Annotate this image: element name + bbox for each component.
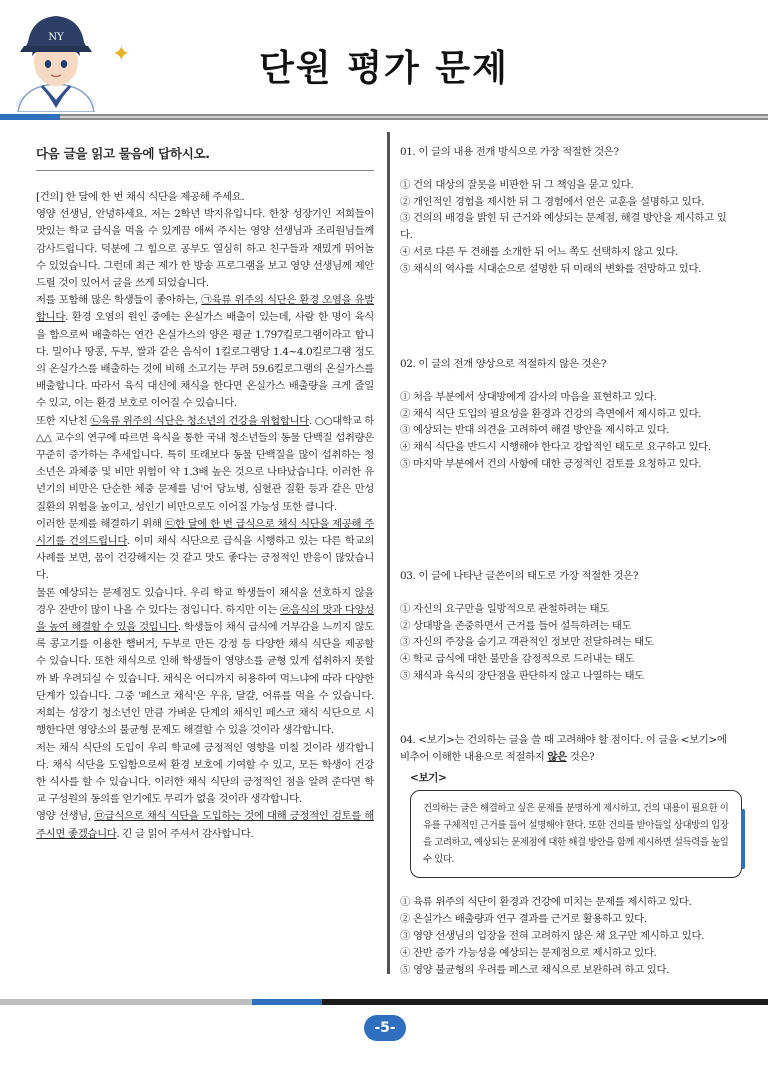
page-number: -5- — [364, 1015, 406, 1041]
question-01 — [400, 144, 738, 278]
sparkle-icon: ✦ — [112, 42, 131, 67]
column-divider — [387, 132, 390, 974]
passage-paragraph — [36, 808, 374, 842]
passage-segment: . 학생들이 채식 급식에 거부감을 느끼지 않도록 콩고기를 이용한 햄버거, 두부로 만든 강정 등 다양한 채식 식단을 제공할 수 있습니다. 또한 채식으로 인해 학생들이 영양소를 균형 있게 섭취하지 못할까 봐 우려되실 수 있습니다. 채식은 어디까지 허용하여 먹느냐에 따라 다양한 단계가 있습니다. 그중 '페스코 채식'은 우유, 달걀, 어류를 먹을 수 있습니다. 저희는 성장기 청소년인 만큼 가벼운 단계의 채식인 페스코 채식 식단으로 시행한다면 영양소의 불균형 문제도 해결할 수 있을 것이라 생각합니다. — [36, 621, 375, 737]
page-title: 단원 평가 문제 — [259, 48, 509, 89]
question-stem: 02. 이 글의 전개 양상으로 적절하지 않은 것은? — [400, 358, 607, 370]
bogi-label: <보기> — [410, 771, 447, 784]
bogi-accent-bar — [741, 809, 745, 869]
option-2[interactable]: ② 상대방을 존중하면서 근거를 들어 설득하려는 태도 — [400, 619, 632, 632]
question-stem: 01. 이 글의 내용 전개 방식으로 가장 적절한 것은? — [400, 146, 619, 158]
bogi-box — [410, 790, 742, 878]
option-1[interactable]: ① 자신의 요구만을 일방적으로 관철하려는 태도 — [400, 602, 609, 615]
underlined-claim: ㉤급식으로 채식 식단을 도입하는 것에 대해 긍정적인 검토를 해 주시면 좋겠습니다 — [36, 810, 374, 840]
header-rule — [0, 114, 768, 120]
passage-segment: 영양 선생님, 안녕하세요. 저는 2학년 박지유입니다. 한창 성장기인 저희들이 맛있는 학교 급식을 먹을 수 있게끔 애써 주시는 영양 선생님과 조리원님들께 감사드립니다. 덕분에 그 힘으로 공부도 열심히 하고 친구들과 재밌게 뛰어놀 수 있었습니다. 그런데 최근 제가 한 방송 프로그램을 보고 영양 선생님께 제안드릴 것이 있어서 글을 쓰게 되었습니다. — [36, 208, 374, 290]
underlined-claim: ㉠육류 위주의 식단은 환경 오염을 유발합니다 — [36, 294, 374, 324]
passage-text — [36, 189, 374, 843]
passage-segment: 저를 포함해 많은 학생들이 좋아하는, — [36, 294, 202, 307]
instruction-text: 다음 글을 읽고 물음에 답하시오. — [36, 146, 210, 161]
option-5[interactable]: ⑤ 채식과 육식의 장단점을 판단하지 않고 나열하는 태도 — [400, 669, 644, 682]
question-stem-emphasis: 않은 — [547, 750, 567, 763]
option-2[interactable]: ② 온실가스 배출량과 연구 결과를 근거로 활용하고 있다. — [400, 913, 647, 926]
passage-segment: . 이미 채식 식단으로 급식을 시행하고 있는 다른 학교의 사례를 보면, 몸이 건강해지는 것 같고 맛도 좋다는 긍정적인 반응이 많았습니다. — [36, 535, 374, 582]
page-header — [0, 0, 768, 118]
passage-column — [36, 144, 374, 843]
passage-segment: [건의] 한 달에 한 번 채식 식단을 제공해 주세요. — [36, 191, 245, 203]
option-3[interactable]: ③ 예상되는 반대 의견을 고려하여 해결 방안을 제시하고 있다. — [400, 424, 670, 437]
bogi-text: 건의하는 글은 해결하고 싶은 문제를 분명하게 제시하고, 건의 내용이 필요한 이유를 구체적인 근거를 들어 설명해야 한다. 또한 건의를 받아들일 상대방의 입장을 고려하고, 예상되는 문제점에 대한 해결 방안을 함께 제시하면 설득력을 높일 수 있다. — [423, 803, 729, 866]
passage-paragraph — [36, 585, 374, 740]
option-2[interactable]: ② 채식 식단 도입의 필요성을 환경과 건강의 측면에서 제시하고 있다. — [400, 407, 702, 420]
passage-paragraph — [36, 740, 374, 809]
question-02 — [400, 356, 738, 473]
option-4[interactable]: ④ 잔반 증가 가능성을 예상되는 문제점으로 제시하고 있다. — [400, 946, 657, 959]
passage-segment: 저는 채식 식단의 도입이 우리 학교에 긍정적인 영향을 미칠 것이라 생각합니다. 채식 식단을 도입함으로써 환경 보호에 기여할 수 있고, 모든 학생이 건강한 식사를 할 수 있습니다. 이러한 채식 식단의 긍정적인 점을 알려 준다면 학교 구성원의 동의를 얻기에도 무리가 없을 것이라 생각합니다. — [36, 741, 374, 806]
passage-paragraph — [36, 292, 374, 412]
underlined-claim: ㉣음식의 맛과 다양성을 높여 해결할 수 있을 것입니다 — [36, 603, 374, 634]
passage-segment: . ○○대학교 하△△ 교수의 연구에 따르면 육식을 통한 국내 청소년들의 동물 단백질 섭취량은 꾸준히 증가하는 추세입니다. 특히 또래보다 동물 단백질을 많이 섭취하는 청소년은 과체중 및 비만 위험이 약 1.3배 높은 것으로 나타났습니다. 이러한 유년기의 비만은 단순한 체중 문제를 넘'어 당뇨병, 심혈관 질환 등과 같은 만성 질환의 위험을 높이고, 성인기 비만으로도 이어질 가능성 또한 큽니다. — [36, 414, 374, 513]
underlined-claim: ㉡육류 위주의 식단은 청소년의 건강을 위협합니다 — [90, 414, 309, 427]
passage-segment: 이러한 문제를 해결하기 위해 — [36, 517, 165, 530]
passage-segment: 또한 지난친 — [36, 414, 91, 427]
underlined-claim: ㉢한 달에 한 번 급식으로 채식 식단을 제공해 주시기를 건의드립니다 — [36, 517, 374, 548]
option-5[interactable]: ⑤ 영양 불균형의 우려를 페스코 채식으로 보완하려 하고 있다. — [400, 963, 670, 976]
passage-segment: 물론 예상되는 문제점도 있습니다. 우리 학교 학생들이 채식을 선호하지 않을 경우 잔반이 많이 나올 수 있다는 점입니다. 하지만 이는 — [36, 586, 374, 616]
svg-text:NY: NY — [48, 32, 64, 43]
question-stem-end: 것은? — [566, 750, 595, 763]
passage-segment: . 환경 오염의 원인 중에는 온실가스 배출이 있는데, 사람 한 명이 육식을 함으로써 배출하는 연간 온실가스의 양은 평균 1.797킬로그램이라고 합니다. 밀이나 땅콩, 두부, 쌀과 같은 음식이 1킬로그램당 1.4~4.0킬로그램 정도의 온실가스를 배출하는 것에 비해 소고기는 무려 59.6킬로그램의 온실가스를 배출합니다. 따라서 육식 대신에 채식을 한다면 온실가스 배출량을 크게 줄일 수 있고, 이는 환경 보호로 이어질 수 있습니다. — [36, 311, 374, 410]
passage-segment: 영양 선생님, — [36, 810, 95, 823]
question-stem — [400, 732, 738, 766]
passage-paragraph — [36, 516, 374, 585]
footer-rule — [0, 999, 768, 1005]
passage-paragraph — [36, 206, 374, 292]
option-3[interactable]: ③ 자신의 주장을 숨기고 객관적인 정보만 전달하려는 태도 — [400, 636, 654, 649]
option-5[interactable]: ⑤ 마지막 부분에서 건의 사항에 대한 긍정적인 검토를 요청하고 있다. — [400, 457, 702, 470]
passage-segment: . 긴 글 읽어 주셔서 감사합니다. — [116, 827, 254, 840]
question-stem: 03. 이 글에 나타난 글쓴이의 태도로 가장 적절한 것은? — [400, 570, 639, 582]
question-04 — [400, 732, 738, 978]
passage-paragraph — [36, 413, 374, 516]
passage-paragraph — [36, 189, 374, 206]
question-stem-text: 04. <보기>는 건의하는 글을 쓸 때 고려해야 할 점이다. 이 글을 <보기>에 비추어 이해한 내용으로 적절하지 — [400, 734, 727, 763]
option-4[interactable]: ④ 서로 다른 두 견해를 소개한 뒤 어느 쪽도 선택하지 않고 있다. — [400, 245, 678, 258]
option-3[interactable]: ③ 건의의 배경을 밝힌 뒤 근거와 예상되는 문제점, 해결 방안을 제시하고 있다. — [400, 212, 727, 242]
option-4[interactable]: ④ 학교 급식에 대한 불만을 감정적으로 드러내는 태도 — [400, 653, 635, 666]
instruction-underline — [36, 170, 374, 171]
option-1[interactable]: ① 처음 부분에서 상대방에게 감사의 마음을 표현하고 있다. — [400, 390, 657, 403]
option-4[interactable]: ④ 채식 식단을 반드시 시행해야 한다고 강압적인 태도로 요구하고 있다. — [400, 441, 711, 454]
option-3[interactable]: ③ 영양 선생님의 입장을 전혀 고려하지 않은 채 요구만 제시하고 있다. — [400, 929, 705, 942]
question-03 — [400, 568, 738, 685]
option-5[interactable]: ⑤ 채식의 역사를 시대순으로 설명한 뒤 미래의 변화를 전망하고 있다. — [400, 262, 702, 275]
option-1[interactable]: ① 건의 대상의 잘못을 비판한 뒤 그 책임을 묻고 있다. — [400, 178, 634, 191]
option-1[interactable]: ① 육류 위주의 식단이 환경과 건강에 미치는 문제를 제시하고 있다. — [400, 896, 692, 909]
option-2[interactable]: ② 개인적인 경험을 제시한 뒤 그 경험에서 얻은 교훈을 설명하고 있다. — [400, 195, 705, 208]
